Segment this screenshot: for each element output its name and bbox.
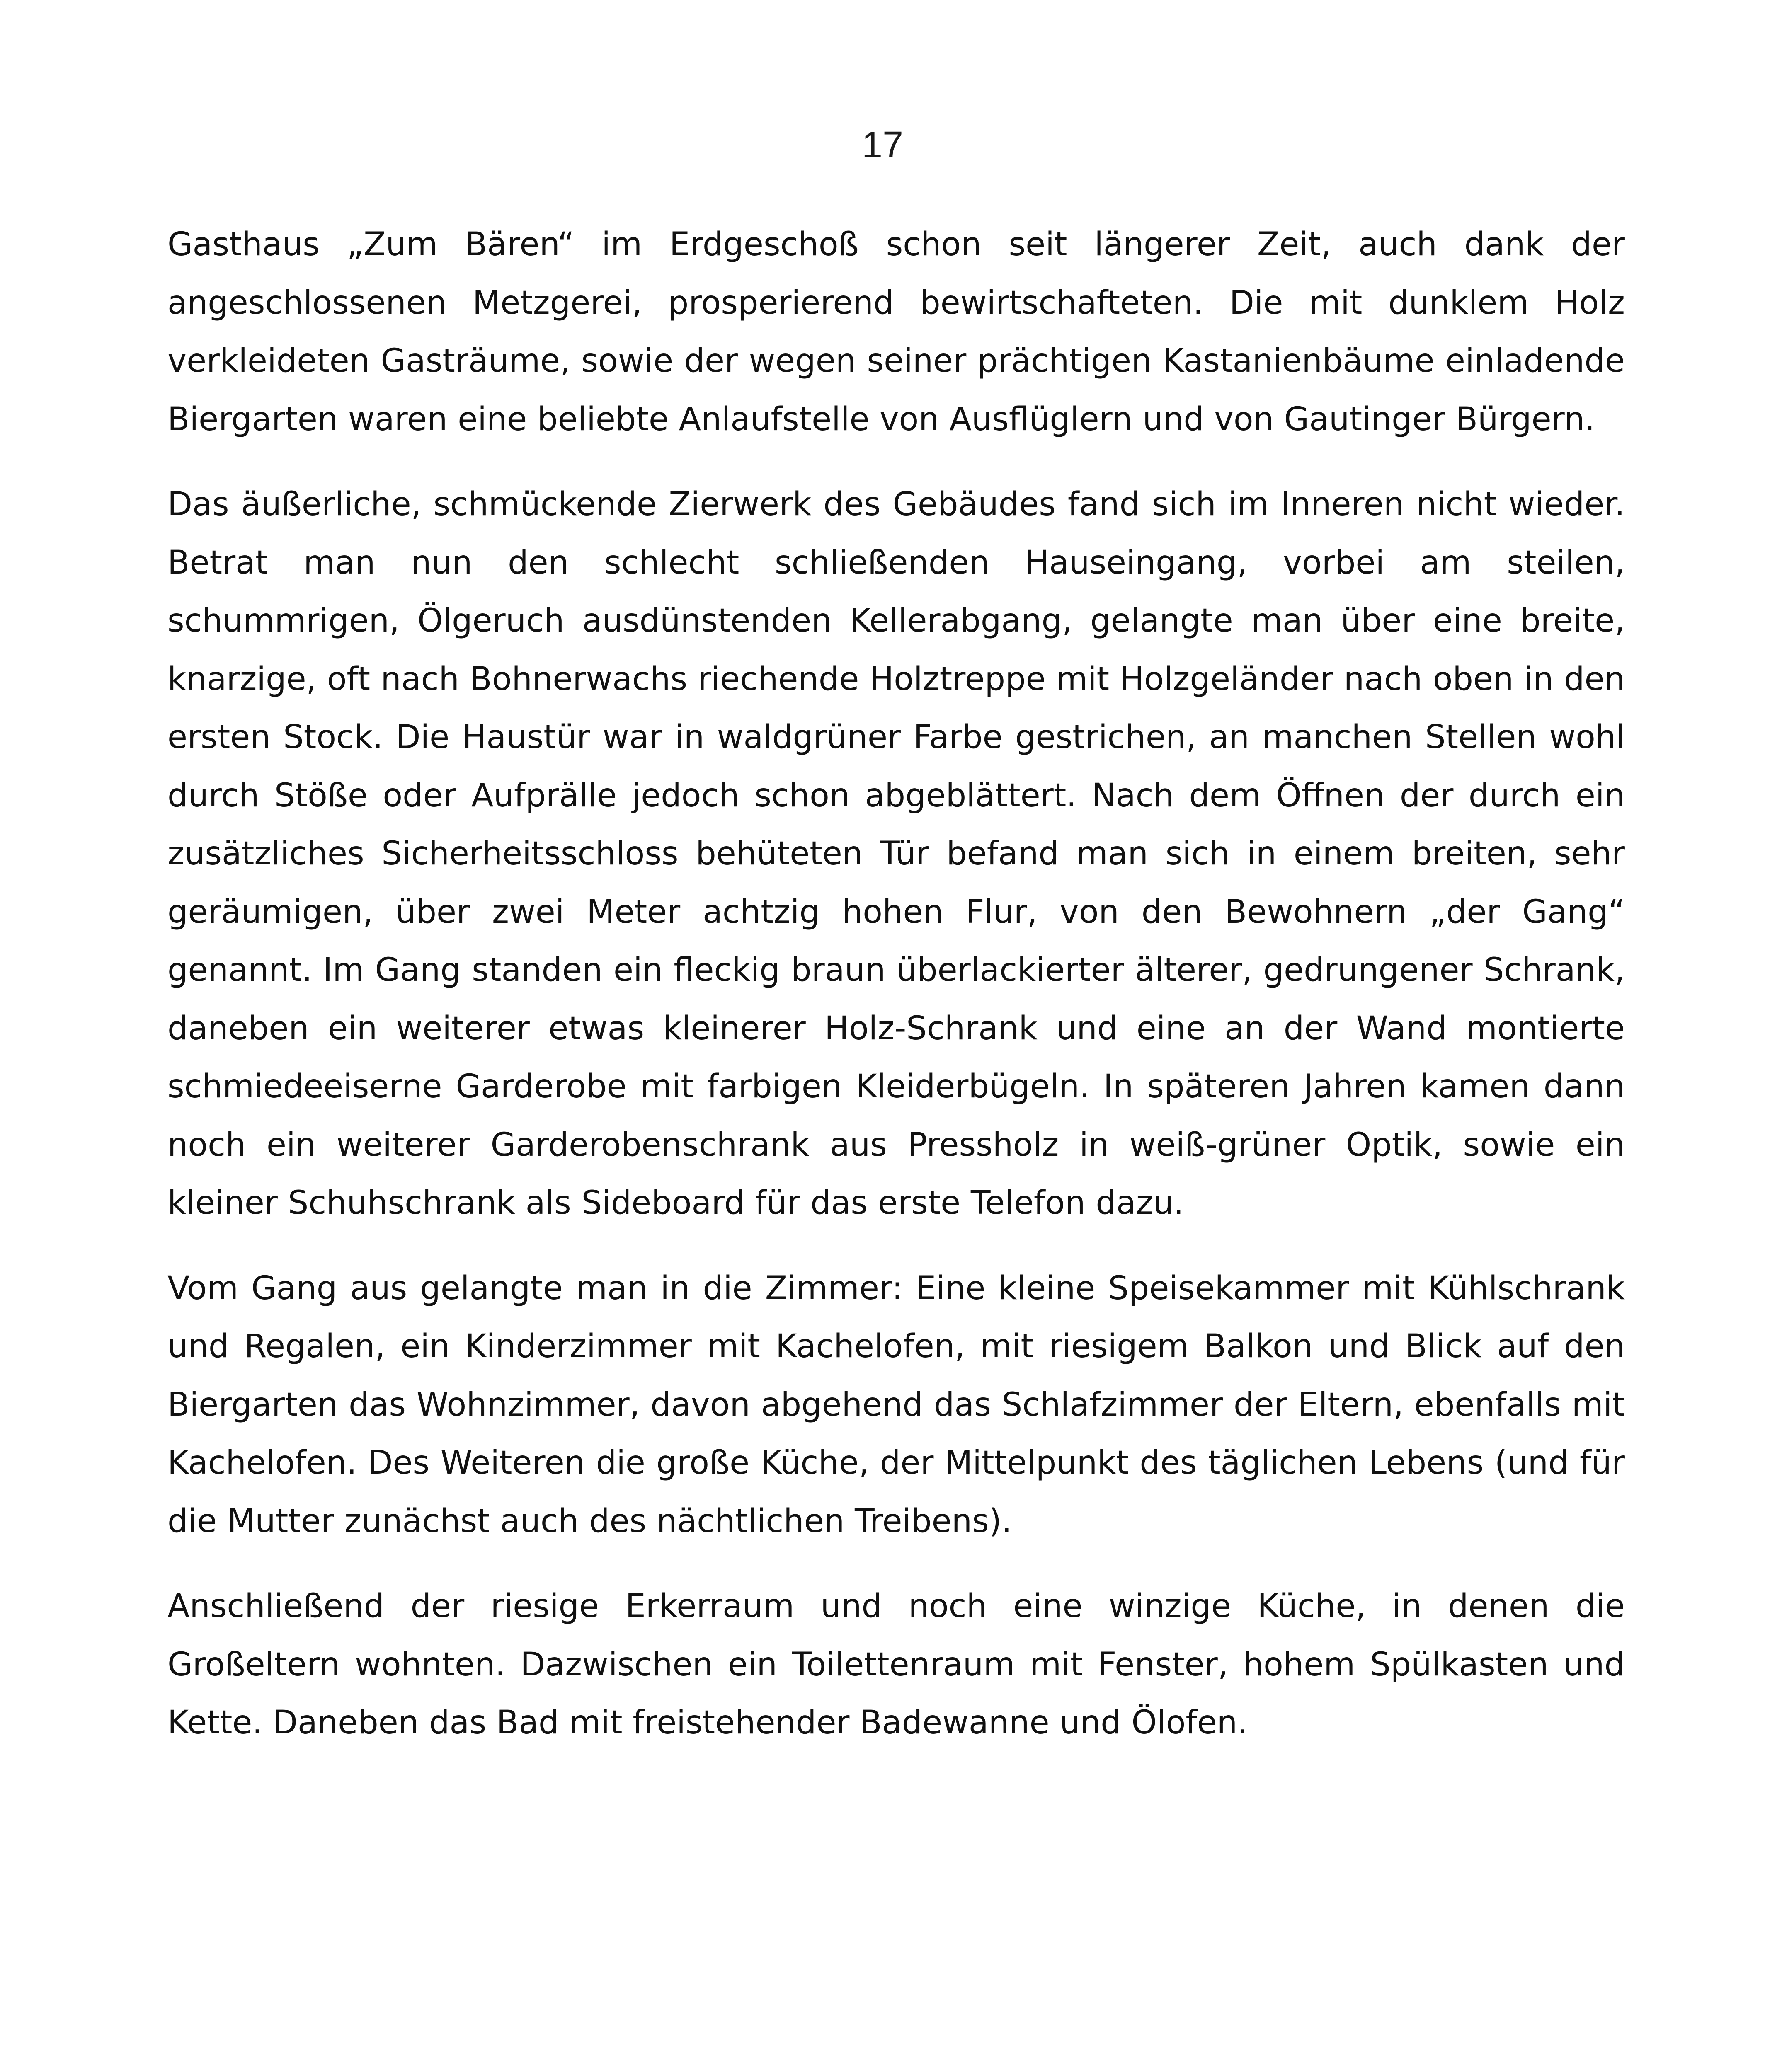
paragraph-rooms: Vom Gang aus gelangte man in die Zimmer: Eine kleine Speisekammer mit Kühlschrank und Regalen, ein Kinderzimmer mit Kachelofen, mit riesigem Balkon und Blick auf den Biergarten das Wohnzimmer, davon abgehend das Schlafzimmer der Eltern, ebenfalls mit Kachelofen. Des Weiteren die große Küche, der Mittelpunkt des täglichen Lebens (und für die Mutter zunächst auch des nächtlichen Treibens). xyxy=(167,1269,1625,1540)
paragraph-hallway: Das äußerliche, schmückende Zierwerk des Gebäudes fand sich im Inneren nicht wieder. Betrat man nun den schlecht schließenden Hauseingang, vorbei am steilen, schummrigen, Ölgeruch ausdünstenden Kellerabgang, gelangte man über eine breite, knarzige, oft nach Bohnerwachs riechende Holztreppe mit Holzgeländer nach oben in den ersten Stock. Die Haustür war in waldgrüner Farbe gestrichen, an manchen Stellen wohl durch Stöße oder Aufprälle jedoch schon abgeblättert. Nach dem Öffnen der durch ein zusätzliches Sicherheitsschloss behüteten Tür befand man sich in einem breiten, sehr geräumigen, über zwei Meter achtzig hohen Flur, von den Bewohnern „der Gang“ genannt. Im Gang standen ein fleckig braun überlackierter älterer, gedrungener Schrank, daneben ein weiterer etwas kleinerer Holz-Schrank und eine an der Wand montierte schmiedeeiserne Garderobe mit farbigen Kleiderbügeln. In späteren Jahren kamen dann noch ein weiterer Garderobenschrank aus Pressholz in weiß-grüner Optik, sowie ein kleiner Schuhschrank als Sideboard für das erste Telefon dazu. xyxy=(167,486,1625,1222)
page-number: 17 xyxy=(861,124,904,166)
paragraph-gasthaus: Gasthaus „Zum Bären“ im Erdgeschoß schon seit längerer Zeit, auch dank der angeschlossenen Metzgerei, prosperierend bewirtschafteten. Die mit dunklem Holz verkleideten Gasträume, sowie der wegen seiner prächtigen Kastanienbäume einladende Biergarten waren eine beliebte Anlaufstelle von Ausflüglern und von Gautinger Bürgern. xyxy=(167,226,1625,438)
paragraph-grandparents: Anschließend der riesige Erkerraum und noch eine winzige Küche, in denen die Großeltern wohnten. Dazwischen ein Toilettenraum mit Fenster, hohem Spülkasten und Kette. Daneben das Bad mit freistehender Badewanne und Ölofen. xyxy=(167,1588,1625,1741)
body-text xyxy=(167,215,1625,1752)
